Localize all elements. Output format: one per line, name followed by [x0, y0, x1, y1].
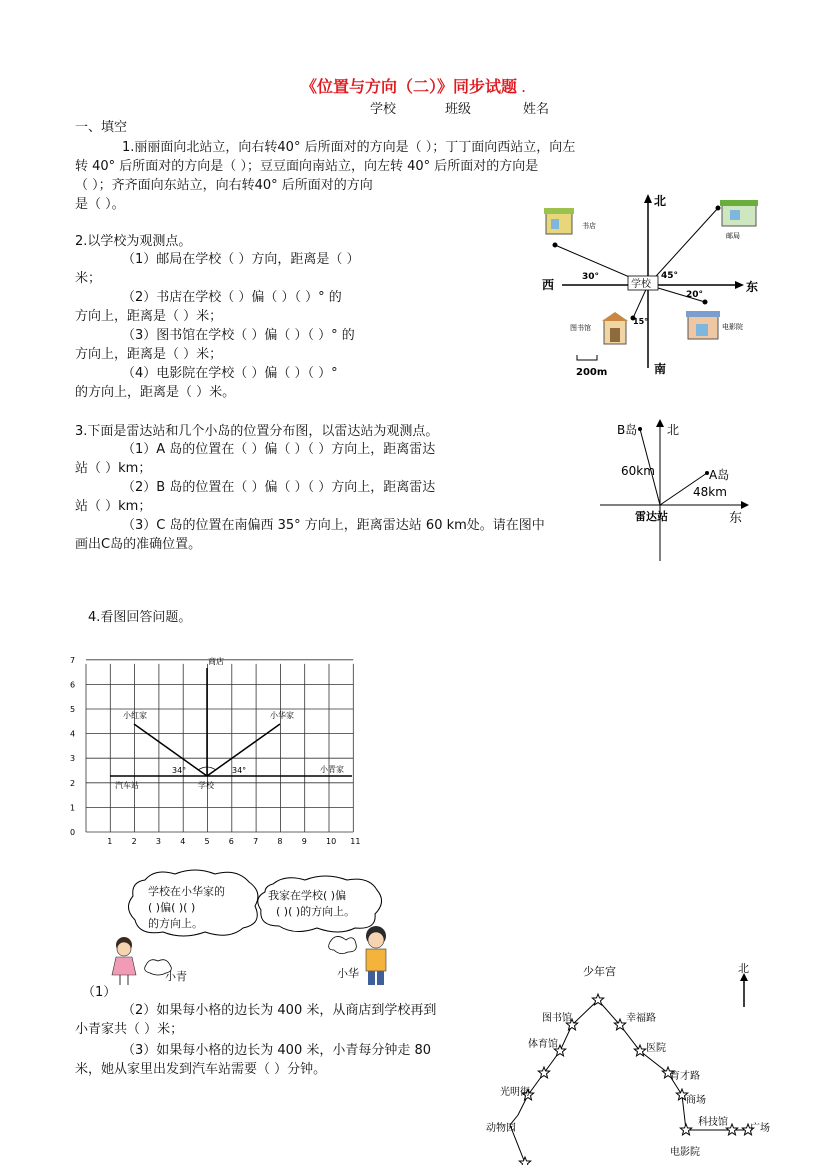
q4-p1: （1） [82, 985, 117, 1000]
y-tick: 5 [70, 705, 76, 714]
map-west: 西 [542, 278, 555, 292]
grid-ang-right: 34° [232, 766, 247, 775]
map-scale: 200m [576, 367, 608, 378]
y-tick: 7 [70, 655, 76, 665]
x-tick: 7 [253, 837, 259, 846]
q2-b2: 方向上，距离是（ ）米； [75, 309, 223, 324]
q2-a1: （1）邮局在学校（ ）方向，距离是（ ） [122, 252, 360, 267]
q1-line3: （ ）；齐齐面向东站立，向右转40° 后所面对的方向 [75, 178, 373, 193]
ang-15: 15° [633, 317, 649, 326]
a-island: A岛 [709, 468, 730, 482]
y-tick: 6 [70, 680, 76, 690]
post-office-icon [720, 200, 758, 226]
grid-bus: 汽车站 [115, 781, 139, 790]
stop-square: 广场 [750, 1123, 770, 1134]
bubble1-line2: ( )偏( )( ) [148, 901, 196, 914]
section-heading: 一、填空 [75, 120, 128, 135]
stop-cinema: 电影院 [670, 1147, 700, 1158]
q2-d2: 的方向上，距离是（ ）米。 [75, 385, 236, 400]
q3-c2: 画出C岛的准确位置。 [75, 537, 202, 552]
star-icon [680, 1124, 691, 1135]
d60: 60km [621, 464, 655, 478]
x-tick: 10 [326, 837, 337, 846]
q1-line2: 转 40° 后所面对的方向是（ ）；豆豆面向南站立，向左转 40° 后所面对的方向是 [75, 159, 539, 174]
x-tick: 3 [155, 837, 161, 846]
grid-shop: 商店 [208, 657, 224, 666]
stop-xingfu-road: 幸福路 [626, 1013, 656, 1024]
class-label: 班级 [445, 102, 472, 117]
bubble1-line1: 学校在小华家的 [148, 885, 225, 898]
x-tick: 11 [350, 837, 360, 846]
ang-30: 30° [582, 272, 600, 282]
title-text: 《位置与方向（二）》同步试题 [300, 77, 517, 96]
star-icon [726, 1124, 737, 1135]
map-north: 北 [654, 194, 667, 208]
x-tick: 6 [228, 837, 234, 846]
x-tick: 1 [107, 837, 113, 846]
x-tick: 5 [204, 837, 210, 846]
girl-label: 小青 [165, 970, 187, 983]
star-icon [519, 1157, 530, 1165]
route-north: 北 [738, 962, 749, 975]
school-label: 学校 [370, 102, 397, 117]
map-east: 东 [746, 280, 759, 294]
map-school: 学校 [631, 279, 651, 290]
map-cinema: 电影院 [722, 323, 743, 331]
y-tick: 0 [70, 828, 76, 837]
map-south: 南 [654, 362, 667, 376]
stop-library: 图书馆 [542, 1013, 572, 1024]
q2-c1: （3）图书馆在学校（ ）偏（ ）（ ）° 的 [122, 328, 355, 343]
bubble2-line2: ( )( )的方向上。 [276, 905, 356, 918]
y-tick: 3 [70, 754, 76, 764]
q2-b1: （2）书店在学校（ ）偏（ ）（ ）° 的 [122, 290, 342, 305]
x-tick: 8 [277, 837, 283, 846]
b-island: B岛 [617, 423, 638, 437]
cinema-icon [686, 311, 720, 339]
stop-gym: 体育馆 [528, 1039, 558, 1050]
stop-zoo: 动物园 [486, 1123, 516, 1134]
map-library: 图书馆 [570, 324, 591, 332]
title-dot: . [520, 77, 527, 96]
x-tick: 2 [131, 837, 137, 846]
q2-d1: （4）电影院在学校（ ）偏（ ）（ ）° [122, 366, 338, 381]
grid-xiaoqing: 小青家 [320, 765, 344, 774]
map-bookstore: 书店 [582, 222, 596, 230]
boy-label: 小华 [337, 967, 359, 980]
school-direction-map [540, 190, 765, 380]
ang-45: 45° [661, 271, 679, 281]
q3-intro: 3.下面是雷达站和几个小岛的位置分布图，以雷达站为观测点。 [75, 424, 439, 439]
map-post: 邮局 [726, 232, 740, 240]
bubble2-line1: 我家在学校( )偏 [268, 889, 347, 902]
q3-b2: 站（ ）km； [75, 499, 152, 514]
q4-p2b: 小青家共（ ）米； [75, 1022, 184, 1037]
stop-mall: 商场 [686, 1095, 706, 1106]
name-label: 姓名 [523, 102, 550, 117]
grid-xiaohua: 小华家 [270, 711, 294, 720]
q4-p3b: 米，她从家里出发到汽车站需要（ ）分钟。 [75, 1062, 327, 1077]
radar-north: 北 [667, 423, 680, 437]
radar-station: 雷达站 [635, 510, 668, 523]
stop-yucai-road: 育才路 [670, 1071, 700, 1082]
star-icon [538, 1067, 549, 1078]
y-tick: 4 [70, 729, 76, 739]
q1-line4: 是（ ）。 [75, 197, 125, 212]
bubble1-line3: 的方向上。 [148, 917, 203, 930]
q4-p3a: （3）如果每小格的边长为 400 米，小青每分钟走 80 [122, 1043, 432, 1058]
d48: 48km [693, 485, 727, 499]
q3-a1: （1）A 岛的位置在（ ）偏（ ）（ ）方向上，距离雷达 [122, 442, 436, 457]
y-tick: 2 [70, 778, 76, 788]
stop-shaoniangong: 少年宫 [583, 965, 616, 978]
page-title [0, 74, 827, 97]
q3-c1: （3）C 岛的位置在南偏西 35° 方向上，距离雷达站 60 km处。请在图中 [122, 518, 545, 533]
stop-guangming-street: 光明街 [500, 1087, 530, 1098]
radar-east: 东 [729, 511, 743, 526]
q2-intro: 2.以学校为观测点。 [75, 234, 192, 249]
grid-ang-left: 34° [172, 766, 187, 775]
radar-map [595, 415, 755, 565]
q4-grid-map [60, 636, 360, 848]
q2-c2: 方向上，距离是（ ）米； [75, 347, 223, 362]
library-icon [602, 312, 628, 344]
q3-b1: （2）B 岛的位置在（ ）偏（ ）（ ）方向上，距离雷达 [122, 480, 436, 495]
y-tick: 1 [70, 803, 76, 813]
ang-20: 20° [686, 290, 704, 300]
stop-hospital: 医院 [646, 1043, 666, 1054]
route-map [470, 955, 780, 1165]
q2-a2: 米； [75, 271, 102, 286]
q1-line1: 1.丽丽面向北站立，向右转40° 后所面对的方向是（ ）；丁丁面向西站立，向左 [122, 140, 576, 155]
x-tick: 4 [180, 837, 186, 846]
q4-p2a: （2）如果每小格的边长为 400 米，从商店到学校再到 [122, 1003, 437, 1018]
q4-intro: 4.看图回答问题。 [88, 610, 192, 625]
q3-a2: 站（ ）km； [75, 461, 152, 476]
bookstore-icon [544, 208, 574, 234]
x-tick: 9 [301, 837, 307, 846]
boy-figure [322, 922, 398, 988]
grid-xiaohong: 小红家 [123, 711, 147, 720]
grid-school: 学校 [198, 781, 214, 790]
stop-science-museum: 科技馆 [698, 1117, 728, 1128]
